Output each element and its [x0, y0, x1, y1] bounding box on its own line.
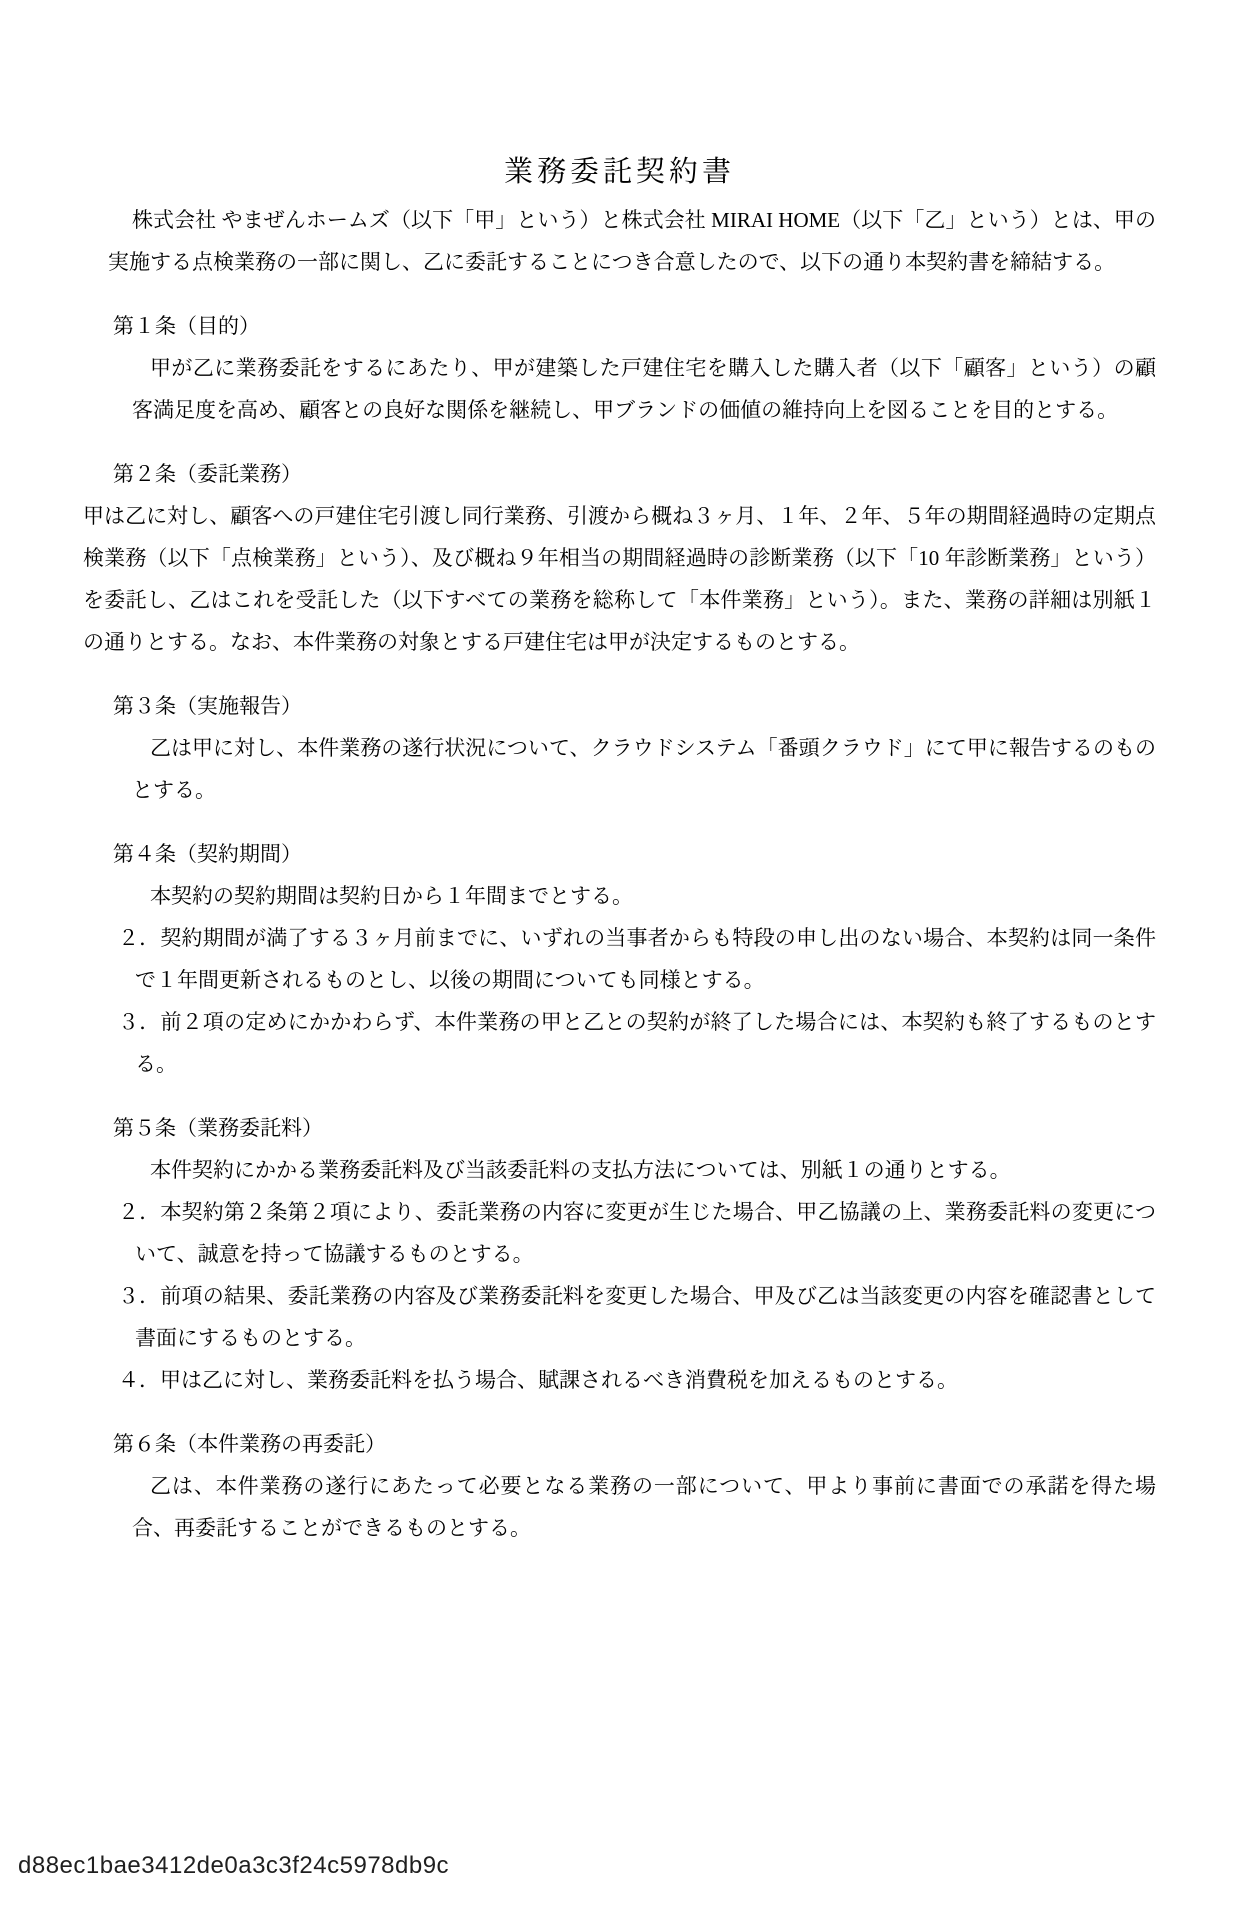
article-5-paragraph-1: 本件契約にかかる業務委託料及び当該委託料の支払方法については、別紙１の通りとする。 — [150, 1158, 1011, 1182]
article-1-heading: 第１条（目的） — [113, 314, 260, 338]
document-title: 業務委託契約書 — [503, 156, 735, 188]
article-5-paragraph-3: ３．前項の結果、委託業務の内容及び業務委託料を変更した場合、甲及び乙は当該変更の内容を確認書として書面にするものとする。 — [118, 1284, 1156, 1350]
article-5-paragraph-4: ４．甲は乙に対し、業務委託料を払う場合、賦課されるべき消費税を加えるものとする。 — [118, 1368, 958, 1392]
article-5-paragraph-2: ２．本契約第２条第２項により、委託業務の内容に変更が生じた場合、甲乙協議の上、業務委託料の変更について、誠意を持って協議するものとする。 — [118, 1200, 1156, 1266]
article-1-paragraph-1: 甲が乙に業務委託をするにあたり、甲が建築した戸建住宅を購入した購入者（以下「顧客」という）の顧客満足度を高め、顧客との良好な関係を継続し、甲ブランドの価値の維持向上を図ることを目的とする。 — [132, 356, 1156, 422]
article-5-heading: 第５条（業務委託料） — [113, 1116, 323, 1140]
article-2-heading: 第２条（委託業務） — [113, 462, 302, 486]
article-2 — [83, 453, 1156, 663]
article-6-heading: 第６条（本件業務の再委託） — [113, 1432, 386, 1456]
document-id-text: d88ec1bae3412de0a3c3f24c5978db9c — [18, 1852, 450, 1879]
contract-page — [0, 155, 1241, 1549]
article-1 — [83, 305, 1156, 431]
article-4-paragraph-3: ３．前２項の定めにかかわらず、本件業務の甲と乙との契約が終了した場合には、本契約も終了するものとする。 — [118, 1010, 1156, 1076]
article-3 — [83, 685, 1156, 811]
article-4 — [83, 833, 1156, 1085]
article-3-paragraph-1: 乙は甲に対し、本件業務の遂行状況について、クラウドシステム「番頭クラウド」にて甲に報告するのものとする。 — [132, 736, 1156, 802]
article-4-paragraph-1: 本契約の契約期間は契約日から１年間までとする。 — [150, 884, 633, 908]
article-5 — [83, 1107, 1156, 1401]
article-6-paragraph-1: 乙は、本件業務の遂行にあたって必要となる業務の一部について、甲より事前に書面での承諾を得た場合、再委託することができるものとする。 — [132, 1474, 1156, 1540]
article-2-paragraph-1: 甲は乙に対し、顧客への戸建住宅引渡し同行業務、引渡から概ね３ヶ月、１年、２年、５年の期間経過時の定期点検業務（以下「点検業務」という）、及び概ね９年相当の期間経過時の診断業務（以下「10 年診断業務」という）を委託し、乙はこれを受託した（以下すべての業務を総称して「本件業務」という）。また、業務の詳細は別紙１の通りとする。なお、本件業務の対象とする戸建住宅は甲が決定するものとする。 — [83, 504, 1156, 654]
preamble-paragraph: 株式会社 やまぜんホームズ（以下「甲」という）と株式会社 MIRAI HOME（以下「乙」という）とは、甲の実施する点検業務の一部に関し、乙に委託することにつき合意したので、以下の通り本契約書を締結する。 — [108, 208, 1156, 274]
article-3-heading: 第３条（実施報告） — [113, 694, 302, 718]
article-4-heading: 第４条（契約期間） — [113, 842, 302, 866]
article-4-paragraph-2: ２．契約期間が満了する３ヶ月前までに、いずれの当事者からも特段の申し出のない場合、本契約は同一条件で１年間更新されるものとし、以後の期間についても同様とする。 — [118, 926, 1156, 992]
article-6 — [83, 1423, 1156, 1549]
